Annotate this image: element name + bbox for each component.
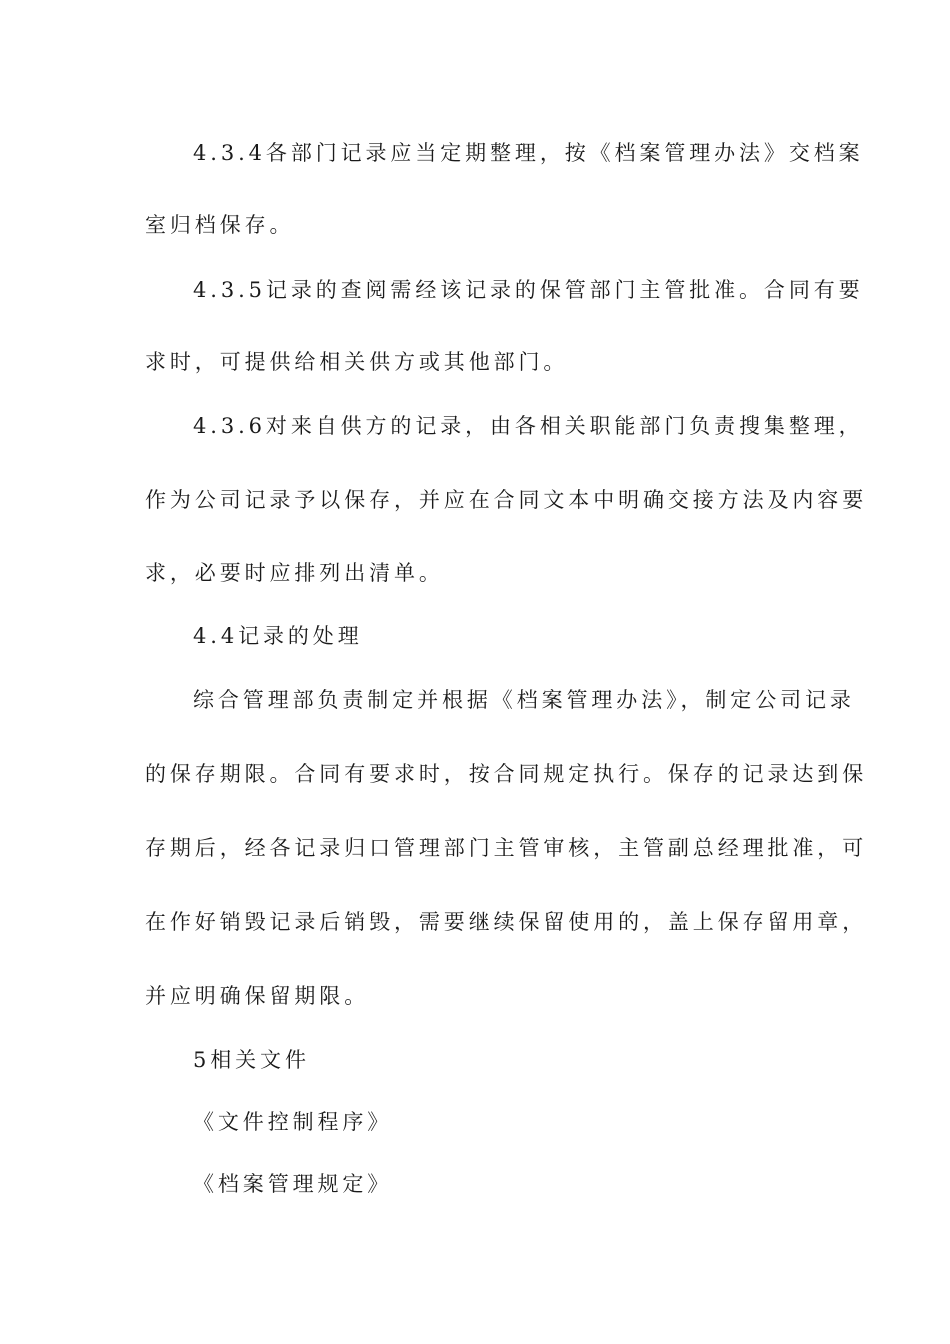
related-document-1: 《文件控制程序》: [193, 1110, 393, 1134]
section-heading-4-4: 4.4记录的处理: [193, 624, 363, 648]
paragraph-4-4-line-1: 综合管理部负责制定并根据《档案管理办法》，制定公司记录: [193, 688, 855, 712]
paragraph-4-3-6-line-3: 求，必要时应排列出清单。: [145, 561, 444, 585]
related-document-2: 《档案管理规定》: [193, 1172, 393, 1196]
paragraph-4-4-line-4: 在作好销毁记录后销毁，需要继续保留使用的，盖上保存留用章，: [145, 910, 868, 934]
paragraph-4-3-5-line-2: 求时，可提供给相关供方或其他部门。: [145, 350, 569, 374]
paragraph-4-3-4-line-2: 室归档保存。: [145, 213, 295, 237]
paragraph-4-4-line-5: 并应明确保留期限。: [145, 984, 370, 1008]
section-heading-5: 5相关文件: [193, 1048, 310, 1072]
paragraph-4-3-6-line-1: 4.3.6对来自供方的记录，由各相关职能部门负责搜集整理，: [193, 414, 864, 438]
paragraph-4-4-line-3: 存期后，经各记录归口管理部门主管审核，主管副总经理批准，可: [145, 836, 868, 860]
paragraph-4-3-4-line-1: 4.3.4各部门记录应当定期整理，按《档案管理办法》交档案: [193, 141, 864, 165]
paragraph-4-3-5-line-1: 4.3.5记录的查阅需经该记录的保管部门主管批准。合同有要: [193, 278, 864, 302]
paragraph-4-3-6-line-2: 作为公司记录予以保存，并应在合同文本中明确交接方法及内容要: [145, 488, 868, 512]
paragraph-4-4-line-2: 的保存期限。合同有要求时，按合同规定执行。保存的记录达到保: [145, 762, 868, 786]
